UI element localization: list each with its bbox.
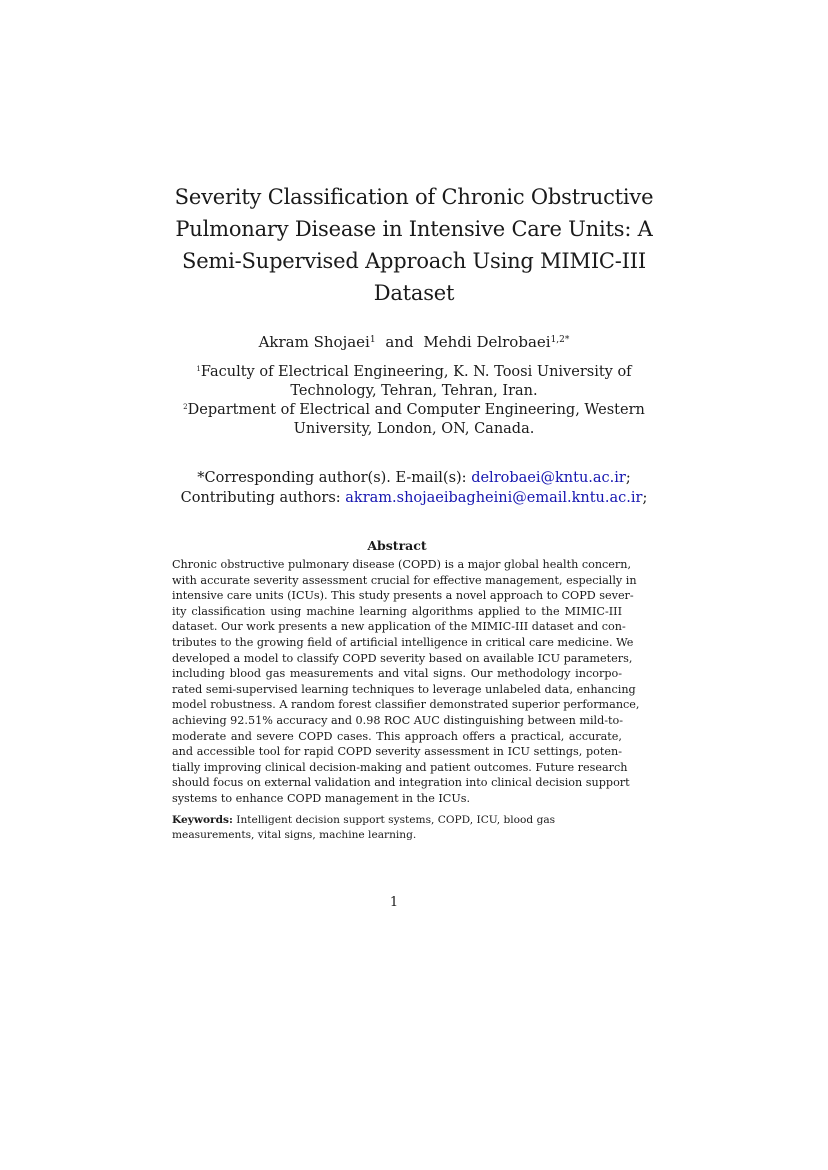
- abstract-line: should focus on external validation and integration into clinical decision support: [172, 776, 630, 790]
- abstract-line: Chronic obstructive pulmonary disease (COPD) is a major global health concern,: [172, 558, 632, 571]
- affiliation-line: [140, 360, 688, 382]
- abstract-line: ity classification using machine learning algorithms applied to the MIMIC-III: [172, 604, 622, 618]
- affiliation-line: University, London, ON, Canada.: [293, 421, 535, 437]
- corresponding-suffix: ;: [625, 470, 631, 486]
- contributing-label: Contributing authors:: [180, 490, 341, 506]
- abstract-line: achieving 92.51% accuracy and 0.98 ROC AUC distinguishing between mild-to-: [172, 713, 624, 727]
- keywords-section: [172, 813, 622, 843]
- title-line: Severity Classification of Chronic Obstructive: [174, 185, 654, 209]
- corresponding-author-line: [110, 468, 718, 488]
- abstract-line: dataset. Our work presents a new application of the MIMIC-III dataset and con-: [172, 620, 626, 634]
- contact-info: [110, 468, 718, 508]
- page-number: 1: [389, 895, 399, 910]
- abstract-line: intensive care units (ICUs). This study presents a novel approach to COPD sever-: [172, 589, 634, 603]
- abstract-line: systems to enhance COPD management in the ICUs.: [172, 791, 471, 805]
- abstract-line: model robustness. A random forest classifier demonstrated superior performance,: [172, 698, 640, 712]
- author-conjunction: and: [385, 333, 414, 351]
- keywords-label: Keywords:: [172, 814, 233, 826]
- abstract-line: and accessible tool for rapid COPD severity assessment in ICU settings, poten-: [172, 745, 622, 759]
- author-affiliation-mark: 1,2*: [550, 335, 570, 345]
- affiliation-mark: 2: [183, 403, 188, 411]
- affiliation-text: Department of Electrical and Computer Engineering, Western: [187, 402, 645, 418]
- abstract-line: tributes to the growing field of artificial intelligence in critical care medicine. We: [172, 635, 634, 649]
- affiliation: [140, 398, 688, 439]
- contributing-authors-line: [110, 488, 718, 508]
- affiliation-line: [140, 398, 688, 420]
- author-list: [150, 329, 678, 353]
- abstract-line: including blood gas measurements and vital signs. Our methodology incorpo-: [172, 667, 622, 681]
- author-affiliation-mark: 1: [369, 335, 376, 345]
- abstract-body: [172, 557, 640, 807]
- corresponding-label: *Corresponding author(s). E-mail(s):: [197, 470, 467, 486]
- title-line: Dataset: [373, 281, 455, 305]
- abstract-line: developed a model to classify COPD severity based on available ICU parameters,: [172, 651, 633, 665]
- corresponding-email-link[interactable]: delrobaei@kntu.ac.ir: [471, 470, 626, 486]
- title-line: Semi-Supervised Approach Using MIMIC-III: [182, 249, 646, 273]
- abstract-heading: Abstract: [367, 538, 427, 553]
- affiliation-text: Faculty of Electrical Engineering, K. N. Toosi University of: [200, 364, 632, 380]
- keywords-text: Intelligent decision support systems, COPD, ICU, blood gas: [236, 814, 556, 826]
- author-name: Akram Shojaei: [258, 333, 370, 351]
- affiliation-line: Technology, Tehran, Tehran, Iran.: [290, 383, 538, 399]
- abstract-line: with accurate severity assessment crucial for effective management, especially in: [172, 573, 637, 587]
- affiliation-mark: 1: [196, 365, 201, 373]
- author-name: Mehdi Delrobaei: [423, 333, 551, 351]
- abstract-line: moderate and severe COPD cases. This approach offers a practical, accurate,: [172, 729, 622, 743]
- keywords-line: [172, 813, 622, 828]
- abstract-line: rated semi-supervised learning techniques to leverage unlabeled data, enhancing: [172, 682, 636, 696]
- contributing-email-link[interactable]: akram.shojaeibagheini@email.kntu.ac.ir: [345, 490, 643, 506]
- abstract-line: tially improving clinical decision-making and patient outcomes. Future research: [172, 760, 628, 774]
- paper-title: [150, 181, 678, 309]
- affiliation: [140, 360, 688, 401]
- title-line: Pulmonary Disease in Intensive Care Units: A: [175, 217, 653, 241]
- keywords-line: measurements, vital signs, machine learning.: [172, 829, 417, 841]
- contributing-suffix: ;: [642, 490, 648, 506]
